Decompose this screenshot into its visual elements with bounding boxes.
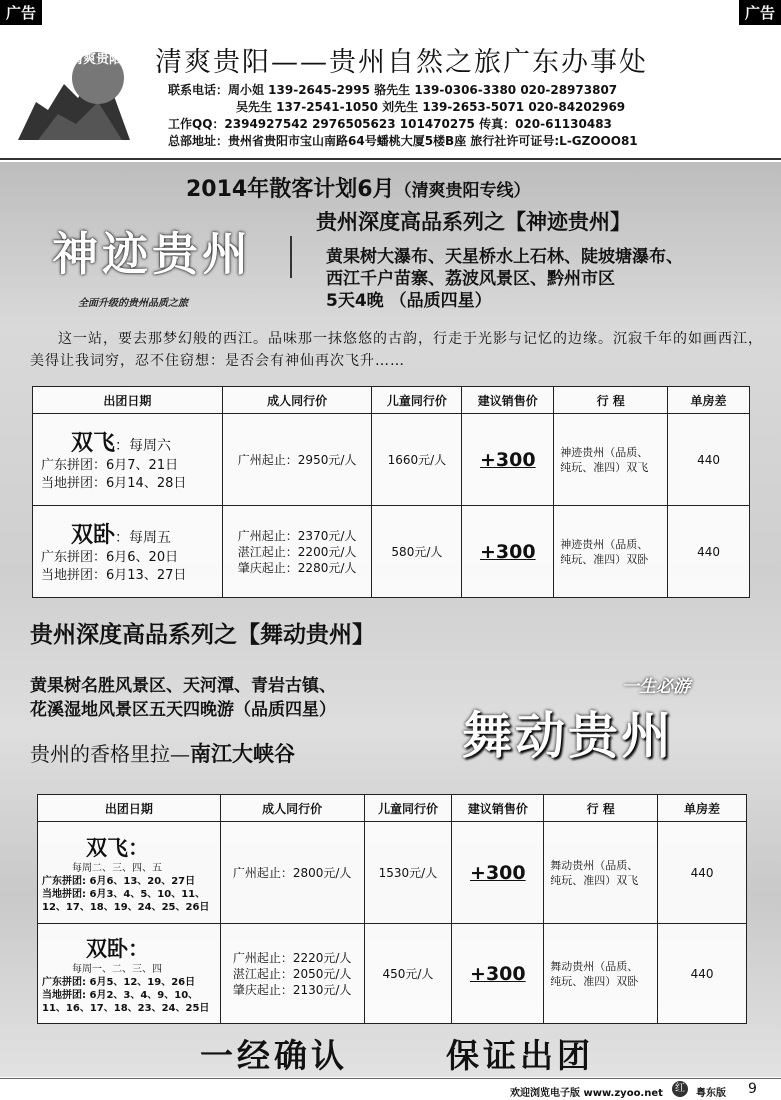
date-line: 广东拼团：6月6、20日 (41, 550, 179, 565)
itinerary-line: 舞动贵州（品质、 (550, 959, 639, 973)
header-divider (0, 158, 781, 160)
departure-cell (33, 414, 223, 506)
adult-price-line: 湛江起止：2200元/人 (237, 544, 357, 559)
date-line: 广东拼团：6月7、21日 (41, 458, 179, 473)
date-line: 当地拼团: 6月2、3、4、9、10、 (42, 989, 199, 1001)
plus-value: +300 (470, 861, 526, 884)
date-line: 当地拼团: 6月3、4、5、10、11、 (42, 888, 206, 900)
spots-line-1: 黄果树大瀑布、天星桥水上石林、陡坡塘瀑布、 (326, 247, 683, 267)
suggest-price (452, 924, 544, 1024)
series-title: 贵州深度高品系列之【神迹贵州】 (316, 210, 631, 234)
table-row (33, 506, 750, 598)
table-header-row (38, 795, 747, 822)
date-line: 广东拼团: 6月5、12、19、26日 (42, 976, 196, 988)
logo-text: 清爽贵阳 (69, 52, 122, 67)
table-header-row (33, 387, 750, 414)
weekday-label: ：每周六 (115, 438, 172, 454)
mode-label: 双卧： (86, 936, 149, 961)
plan-headline (186, 172, 531, 203)
date-line: 12、17、18、19、24、25、26日 (42, 901, 210, 913)
col-header: 建议销售价 (452, 795, 544, 822)
departure-cell (38, 822, 221, 924)
adult-price (220, 924, 364, 1024)
tagline-a: 贵州的香格里拉— (30, 742, 190, 766)
adult-price (220, 822, 364, 924)
col-header: 成人同行价 (220, 795, 364, 822)
plus-value: +300 (480, 448, 536, 471)
col-header: 单房差 (668, 387, 750, 414)
itinerary (554, 506, 668, 598)
col-header: 成人同行价 (222, 387, 372, 414)
date-line: 11、16、17、18、23、24、25日 (42, 1002, 210, 1014)
section2-tagline (30, 738, 295, 768)
adult-price-line: 湛江起止：2050元/人 (232, 966, 352, 981)
shenji-logo-text: 神迹贵州 (52, 227, 252, 281)
itinerary-line: 纯玩、准四）双卧 (550, 974, 639, 988)
cta-left: 一经确认 (200, 1036, 348, 1075)
suggest-price (452, 822, 544, 924)
spots-list (326, 246, 683, 312)
page-number: 9 (748, 1081, 757, 1097)
child-price: 450元/人 (364, 924, 452, 1024)
date-line: 广东拼团: 6月6、13、20、27日 (42, 875, 196, 887)
contact-line-2: 吴先生 137-2541-1050 刘先生 139-2653-5071 020-84202969 (236, 100, 626, 114)
col-header: 儿童同行价 (372, 387, 462, 414)
section2-spots (30, 674, 336, 722)
col-header: 行 程 (554, 387, 668, 414)
adult-price-line: 肇庆起止：2130元/人 (232, 982, 352, 997)
footer-badge: 红 (672, 1081, 688, 1097)
itinerary-line: 舞动贵州（品质、 (550, 858, 639, 872)
wudong-logo-text: 舞动贵州 (462, 706, 674, 765)
ad-tag-right: 广告 (739, 0, 781, 25)
cta-right: 保证出团 (446, 1036, 594, 1075)
price-table-2 (37, 794, 747, 1024)
contact-block (168, 82, 638, 150)
departure-cell (38, 924, 221, 1024)
weekday-line: 每周二、三、四、五 (72, 862, 162, 874)
itinerary-line: 纯玩、准四）双飞 (550, 873, 639, 887)
col-header: 出团日期 (38, 795, 221, 822)
departure-cell (33, 506, 223, 598)
weekday-line: 每周一、二、三、四 (72, 963, 162, 975)
single-supplement: 440 (658, 924, 747, 1024)
adult-price (222, 414, 372, 506)
child-price: 580元/人 (372, 506, 462, 598)
plan-headline-suffix: （清爽贵阳专线） (394, 181, 531, 201)
section2-spots-line-2: 花溪湿地风景区五天四晚游（品质四星） (30, 700, 336, 720)
child-price: 1530元/人 (364, 822, 452, 924)
table-row (38, 924, 747, 1024)
single-supplement: 440 (668, 506, 750, 598)
col-header: 行 程 (544, 795, 658, 822)
logo-separator (290, 236, 292, 278)
date-line: 当地拼团：6月14、28日 (41, 476, 187, 491)
contact-line-3: 工作QQ：2394927542 2976505623 101470275 传真：020-61130483 (168, 117, 612, 131)
col-header: 单房差 (658, 795, 747, 822)
itinerary (554, 414, 668, 506)
table-row (33, 414, 750, 506)
adult-price-line: 广州起止：2370元/人 (237, 528, 357, 543)
itinerary-line: 神迹贵州（品质、 (560, 445, 649, 459)
col-header: 出团日期 (33, 387, 223, 414)
plus-value: +300 (480, 540, 536, 563)
child-price: 1660元/人 (372, 414, 462, 506)
contact-line-4: 总部地址：贵州省贵阳市宝山南路64号蟠桃大厦5楼B座 旅行社许可证号:L-GZOOO81 (168, 134, 638, 148)
table-row (38, 822, 747, 924)
wudong-logo (456, 664, 756, 774)
col-header: 建议销售价 (462, 387, 554, 414)
footer-edition: 粤东版 (696, 1088, 726, 1099)
mode-label: 双飞 (71, 431, 116, 456)
shenji-logo (48, 212, 258, 312)
suggest-price (462, 414, 554, 506)
itinerary-line: 纯玩、准四）双飞 (560, 460, 649, 474)
agency-logo (18, 40, 130, 144)
itinerary (544, 822, 658, 924)
adult-price-line: 肇庆起止：2280元/人 (237, 560, 357, 575)
adult-price-line: 广州起止：2950元/人 (237, 453, 357, 467)
single-supplement: 440 (668, 414, 750, 506)
suggest-price (462, 506, 554, 598)
footer-text: 欢迎浏览电子版 www.zyoo.net (510, 1088, 663, 1099)
section2-title: 贵州深度高品系列之【舞动贵州】 (30, 622, 375, 648)
adult-price-line: 广州起止：2220元/人 (232, 950, 352, 965)
mode-label: 双卧 (71, 523, 116, 548)
plus-value: +300 (470, 962, 526, 985)
mode-label: 双飞： (86, 835, 149, 860)
itinerary (544, 924, 658, 1024)
date-line: 当地拼团：6月13、27日 (41, 568, 187, 583)
contact-line-1: 联系电话：周小姐 139-2645-2995 骆先生 139-0306-3380 020-28973807 (168, 83, 618, 97)
section2-spots-line-1: 黄果树名胜风景区、天河潭、青岩古镇、 (30, 676, 336, 696)
itinerary-line: 神迹贵州（品质、 (560, 537, 649, 551)
wudong-badge: 一生必游 (622, 677, 690, 697)
col-header: 儿童同行价 (364, 795, 452, 822)
ad-tag-left: 广告 (0, 0, 42, 25)
weekday-label: ：每周五 (115, 530, 172, 546)
adult-price (222, 506, 372, 598)
adult-price-line: 广州起止：2800元/人 (232, 866, 352, 880)
itinerary-line: 纯玩、准四）双卧 (560, 552, 649, 566)
intro-text: 这一站，要去那梦幻般的西江。品味那一抹悠悠的古韵，行走于光影与记忆的边缘。沉寂千年的如画西江，美得让我词穷，忍不住窃想：是否会有神仙再次飞升…… (30, 331, 763, 369)
single-supplement: 440 (658, 822, 747, 924)
tagline-b: 南江大峡谷 (190, 742, 295, 766)
price-table-1 (32, 386, 750, 598)
header-title: 清爽贵阳——贵州自然之旅广东办事处 (155, 47, 648, 78)
duration: 5天4晚 （品质四星） (326, 291, 492, 311)
plan-headline-text: 2014年散客计划6月 (186, 177, 395, 202)
footer-divider (0, 1078, 781, 1079)
spots-line-2: 西江千户苗寨、荔波风景区、黔州市区 (326, 269, 615, 289)
shenji-logo-tag: 全面升级的贵州品质之旅 (78, 298, 188, 309)
